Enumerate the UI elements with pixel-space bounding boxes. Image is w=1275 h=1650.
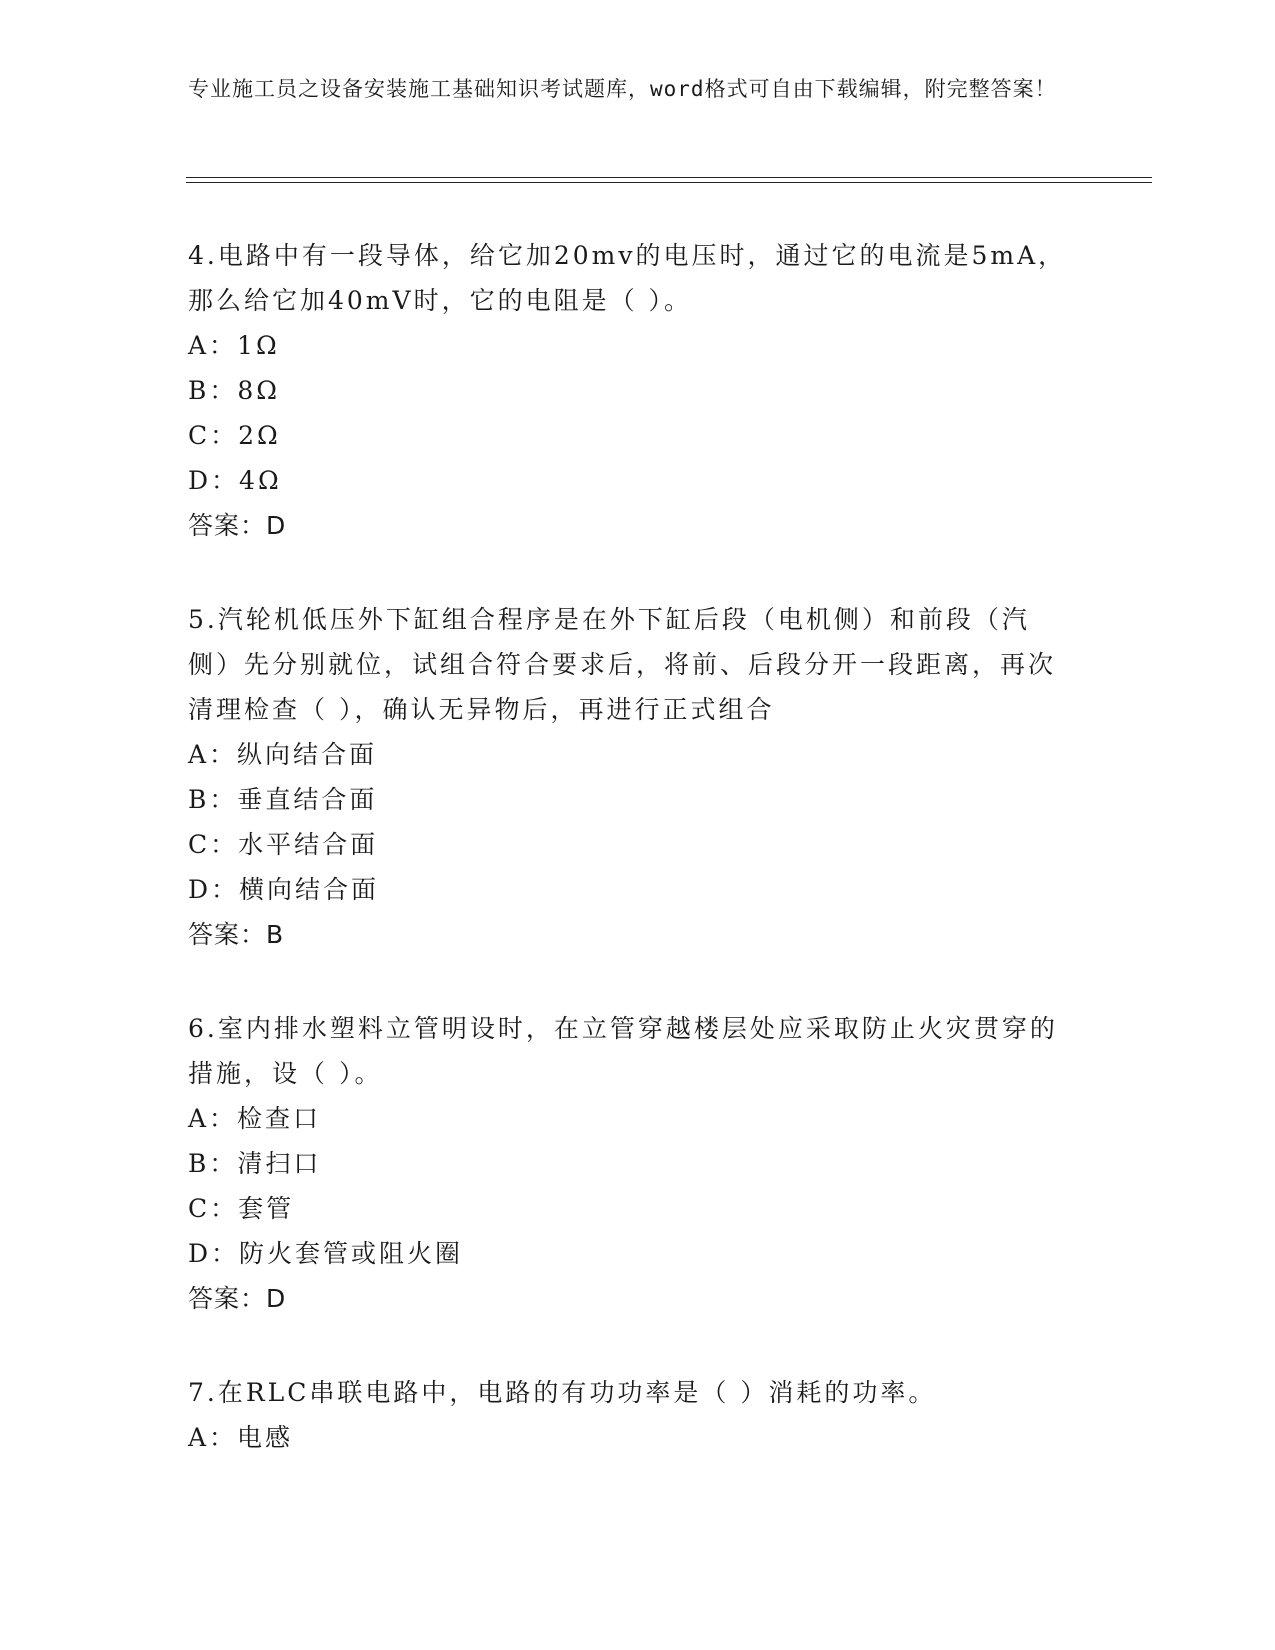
question-block	[188, 1006, 1068, 1321]
option-a: A：检查口	[188, 1104, 322, 1133]
question-block	[188, 233, 1068, 548]
question-block	[188, 1370, 1068, 1460]
answer-line: 答案：B	[188, 920, 285, 949]
option-d: D：4Ω	[188, 466, 282, 495]
header-text: 专业施工员之设备安装施工基础知识考试题库，word格式可自由下载编辑，附完整答案！	[188, 77, 1057, 101]
option-a: A：纵向结合面	[188, 740, 378, 769]
answer-line: 答案：D	[188, 1284, 287, 1313]
option-d: D：横向结合面	[188, 875, 380, 904]
option-d: D：防火套管或阻火圈	[188, 1239, 464, 1268]
option-b: B：垂直结合面	[188, 785, 378, 814]
option-a: A：1Ω	[188, 331, 280, 360]
question-text: 7.在RLC串联电路中，电路的有功功率是（ ）消耗的功率。	[188, 1378, 937, 1407]
option-b: B：8Ω	[188, 376, 281, 405]
question-text: 6.室内排水塑料立管明设时，在立管穿越楼层处应采取防止火灾贯穿的措施，设（ ）。	[188, 1014, 1058, 1088]
option-b: B：清扫口	[188, 1149, 322, 1178]
document-header	[188, 72, 1068, 107]
option-c: C：2Ω	[188, 421, 281, 450]
option-a: A：电感	[188, 1423, 294, 1452]
answer-line: 答案：D	[188, 511, 287, 540]
question-block	[188, 597, 1068, 957]
option-c: C：水平结合面	[188, 830, 379, 859]
option-c: C：套管	[188, 1194, 295, 1223]
question-text: 5.汽轮机低压外下缸组合程序是在外下缸后段（电机侧）和前段（汽侧）先分别就位，试组合符合要求后，将前、后段分开一段距离，再次清理检查（ ），确认无异物后，再进行正式组合	[188, 605, 1057, 724]
question-text: 4.电路中有一段导体，给它加20mv的电压时，通过它的电流是5mA，那么给它加40mV时，它的电阻是（ ）。	[188, 241, 1067, 315]
header-divider-line	[186, 182, 1152, 183]
header-divider-line	[186, 177, 1152, 178]
